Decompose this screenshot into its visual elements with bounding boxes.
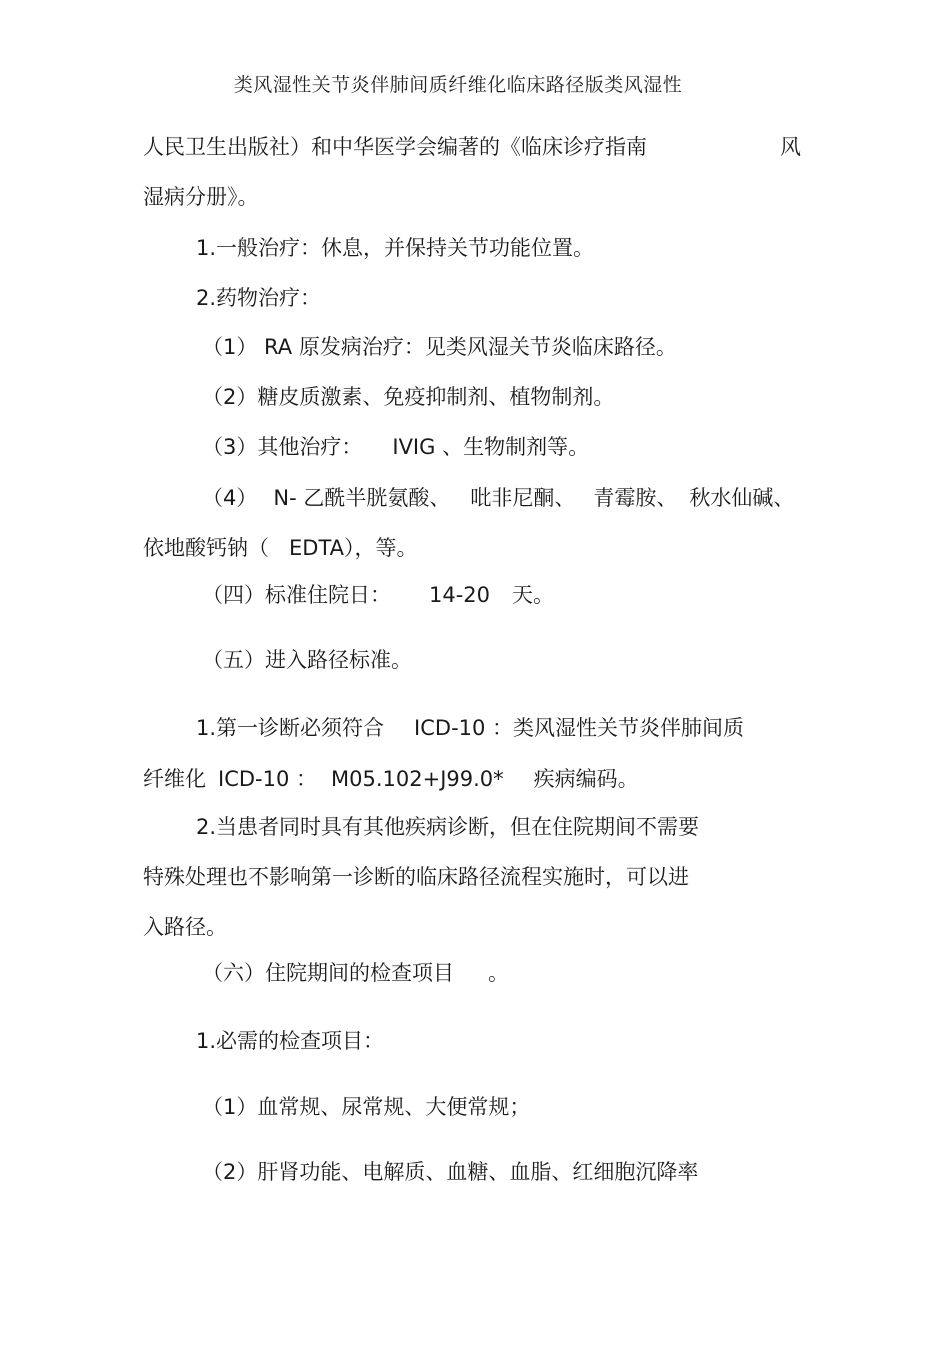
text-segment: 疾病编码。 bbox=[533, 767, 639, 791]
text-segment: （3）其他治疗： bbox=[202, 435, 363, 459]
text-line bbox=[202, 483, 794, 513]
text-segment: 天。 bbox=[512, 583, 555, 607]
text-line bbox=[143, 533, 418, 563]
text-line bbox=[780, 132, 801, 162]
text-line: 2.当患者同时具有其他疾病诊断，但在住院期间不需要 bbox=[196, 815, 700, 839]
text-line bbox=[143, 132, 647, 162]
text-line bbox=[202, 580, 554, 610]
text-segment: 秋水仙碱、 bbox=[689, 486, 795, 510]
text-segment: ICD-10 ：类风湿性关节炎伴肺间质 bbox=[414, 716, 745, 740]
text-line: 1.必需的检查项目： bbox=[196, 1029, 385, 1053]
text-segment: 14-20 bbox=[429, 583, 491, 607]
text-segment: 。 bbox=[488, 961, 509, 985]
text-segment: M05.102+J99.0* bbox=[331, 767, 504, 791]
text-segment: 风 bbox=[780, 135, 801, 159]
text-segment: 青霉胺、 bbox=[593, 486, 678, 510]
text-line bbox=[202, 958, 509, 988]
text-line: 湿病分册》。 bbox=[143, 185, 259, 209]
text-line: （1） RA 原发病治疗：见类风湿关节炎临床路径。 bbox=[202, 335, 677, 359]
text-line: 入路径。 bbox=[143, 915, 227, 939]
text-segment: 吡非尼酮、 bbox=[470, 486, 576, 510]
text-segment: IVIG 、生物制剂等。 bbox=[392, 435, 590, 459]
text-segment: ICD-10 ： bbox=[218, 767, 318, 791]
text-line bbox=[202, 432, 589, 462]
text-segment: 依地酸钙钠（ bbox=[143, 536, 269, 560]
text-segment: （四）标准住院日： bbox=[202, 583, 391, 607]
text-line: 2.药物治疗： bbox=[196, 286, 322, 310]
text-line: 1.一般治疗：休息，并保持关节功能位置。 bbox=[196, 236, 595, 260]
text-segment: 1.第一诊断必须符合 bbox=[196, 716, 385, 740]
text-line: （五）进入路径标准。 bbox=[202, 648, 412, 672]
text-segment: N- 乙酰半胱氨酸、 bbox=[273, 486, 451, 510]
text-segment: EDTA），等。 bbox=[289, 536, 418, 560]
page-header-title: 类风湿性关节炎伴肺间质纤维化临床路径版类风湿性 bbox=[233, 74, 683, 96]
text-line bbox=[143, 764, 639, 794]
text-segment: （六）住院期间的检查项目 bbox=[202, 961, 454, 985]
text-segment: （4） bbox=[202, 486, 258, 510]
text-segment: 纤维化 bbox=[143, 767, 206, 791]
text-line: 特殊处理也不影响第一诊断的临床路径流程实施时，可以进 bbox=[143, 865, 689, 889]
text-segment: 人民卫生出版社）和中华医学会编著的《临床诊疗指南 bbox=[143, 135, 647, 159]
text-line: （2）糖皮质激素、免疫抑制剂、植物制剂。 bbox=[202, 385, 615, 409]
text-line: （2）肝肾功能、电解质、血糖、血脂、红细胞沉降率 bbox=[202, 1160, 699, 1184]
text-line: （1）血常规、尿常规、大便常规； bbox=[202, 1095, 531, 1119]
text-line bbox=[196, 713, 744, 743]
